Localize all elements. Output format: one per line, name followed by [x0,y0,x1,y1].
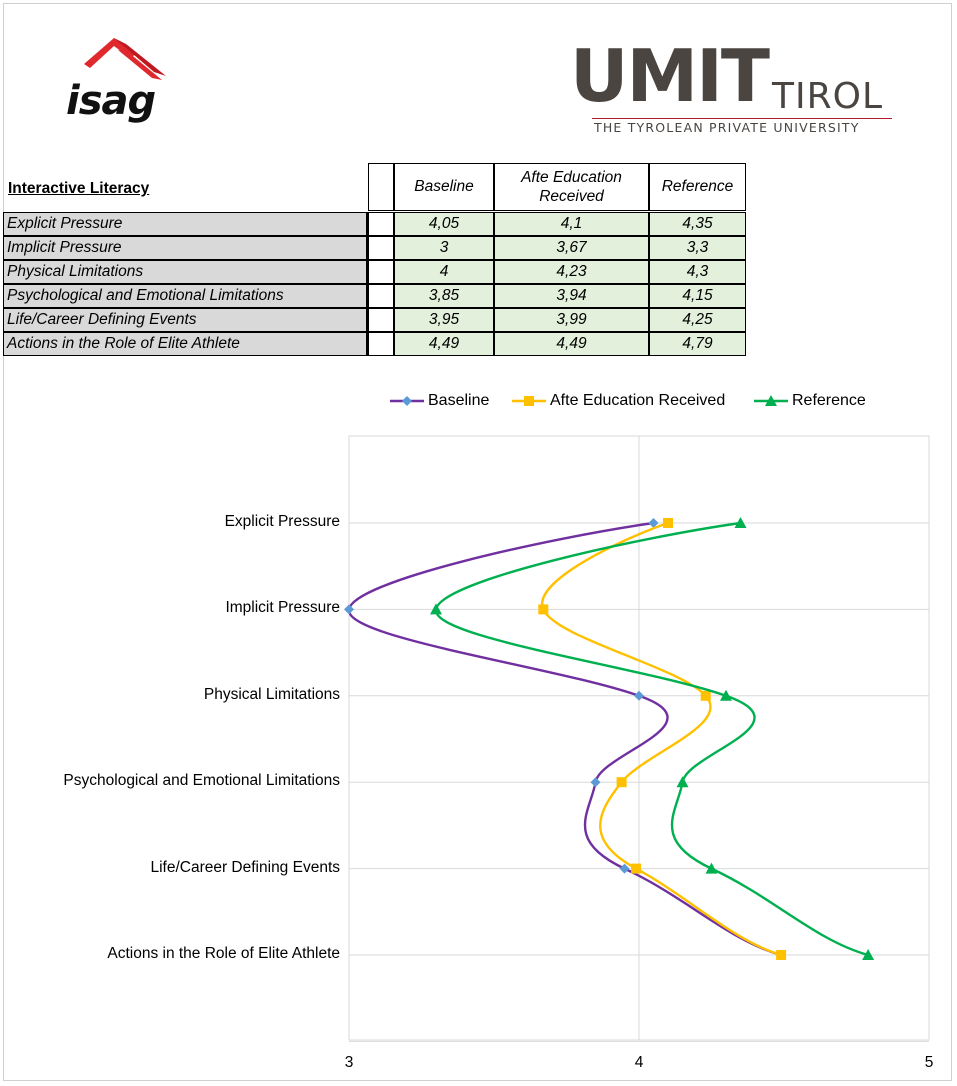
series-0-point [634,691,644,701]
table-value-cell: 4,05 [394,212,494,236]
table-value-cell: 4,49 [394,332,494,356]
series-1-point [631,864,641,874]
table-header-cell: Afte Education Received [494,163,649,211]
table-row-label: Physical Limitations [3,260,368,284]
table-header-cell: Reference [649,163,746,211]
y-category-label: Actions in the Role of Elite Athlete [107,945,340,962]
table-value-cell: 4,35 [649,212,746,236]
table-value-cell: 4,1 [494,212,649,236]
umit-wordmark: UMIT [570,34,769,118]
legend-label: Baseline [428,392,490,409]
umit-suffix: TIROL [772,76,884,117]
legend-label: Reference [792,392,866,409]
table-row-label: Implicit Pressure [3,236,368,260]
y-category-label: Explicit Pressure [224,513,340,530]
series-0-point [591,777,601,787]
table-value-cell: 4,23 [494,260,649,284]
table-value-cell: 3,99 [494,308,649,332]
x-tick-label: 4 [634,1054,644,1071]
x-tick-label: 3 [344,1054,354,1071]
table-value-cell: 3,3 [649,236,746,260]
table-value-cell: 4,79 [649,332,746,356]
table-row-label: Psychological and Emotional Limitations [3,284,368,308]
series-1-point [776,950,786,960]
legend-label: Afte Education Received [550,392,726,409]
table-header-cell: Baseline [394,163,494,211]
table-value-cell: 3,67 [494,236,649,260]
y-category-label: Implicit Pressure [225,599,340,617]
table-row-label: Life/Career Defining Events [3,308,368,332]
table-title: Interactive Literacy [8,180,150,197]
y-category-label: Life/Career Defining Events [150,858,340,876]
y-category-label: Physical Limitations [203,685,340,703]
table-value-cell: 3,85 [394,284,494,308]
table-value-cell: 4,25 [649,308,746,332]
table-value-cell: 4,15 [649,284,746,308]
table-row-label: Explicit Pressure [3,212,368,236]
y-category-label: Psychological and Emotional Limitations [63,772,340,790]
series-1-point [538,604,548,614]
isag-wordmark: isag [66,78,156,124]
table-value-cell: 3,95 [394,308,494,332]
table-value-cell: 4,3 [649,260,746,284]
table-value-cell: 4,49 [494,332,649,356]
table-value-cell: 4 [394,260,494,284]
x-tick-label: 5 [924,1054,934,1071]
table-row-label: Actions in the Role of Elite Athlete [3,332,368,356]
series-0-point [344,604,354,614]
series-line-1 [542,523,781,955]
table-value-cell: 3,94 [494,284,649,308]
table-value-cell: 3 [394,236,494,260]
series-line-0 [349,523,781,955]
series-line-2 [436,523,868,955]
series-1-point [701,691,711,701]
umit-tagline: THE TYROLEAN PRIVATE UNIVERSITY [594,120,860,135]
series-1-point [617,777,627,787]
series-1-point [663,518,673,528]
